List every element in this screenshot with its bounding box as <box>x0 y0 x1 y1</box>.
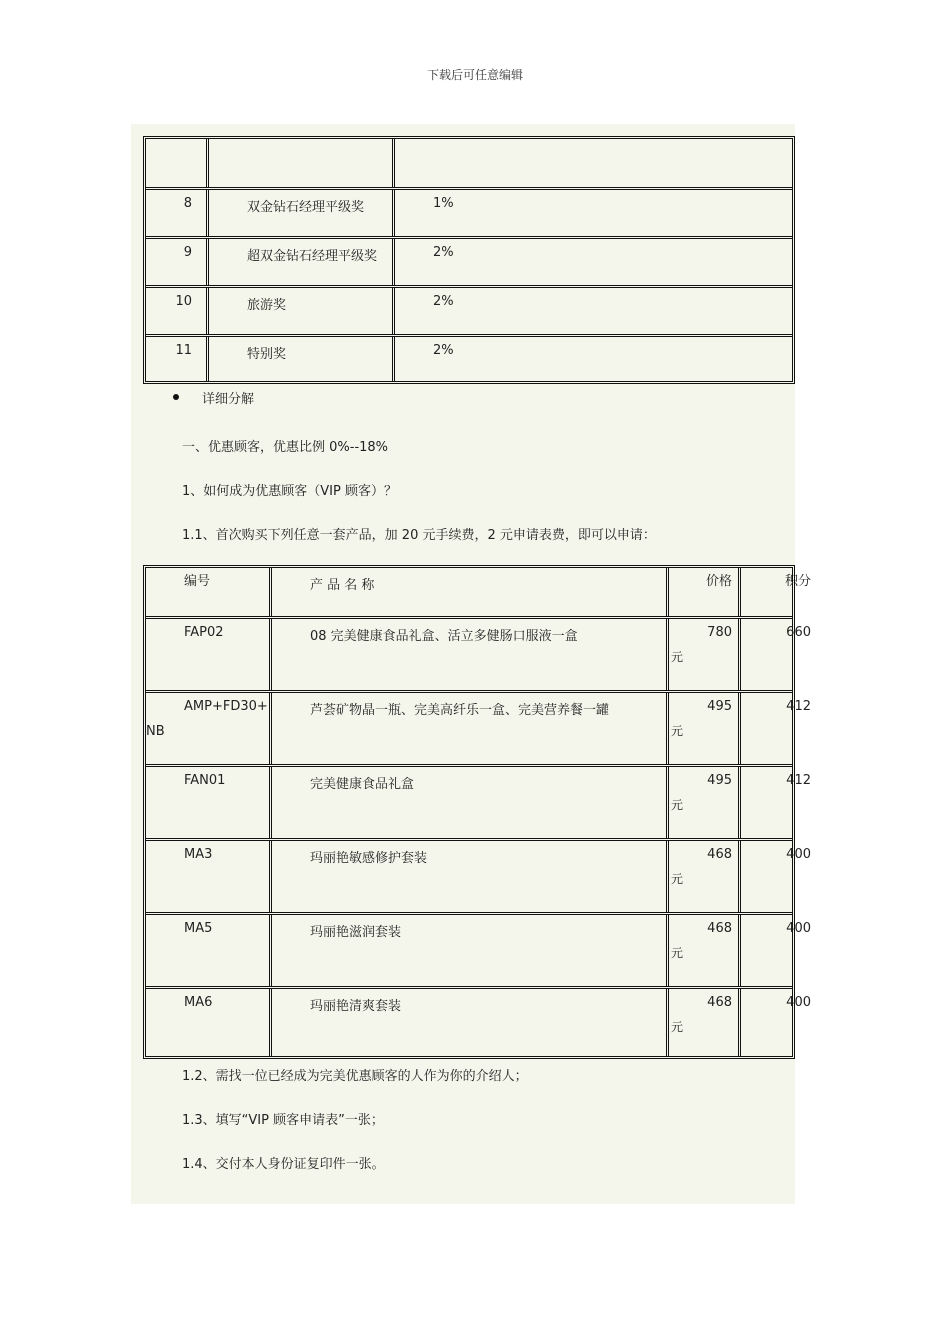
table-row <box>146 139 792 187</box>
bonus-table <box>143 136 795 384</box>
paragraph: 一、优惠顾客，优惠比例 0%--18% <box>182 440 389 455</box>
paragraph: 1.1、首次购买下列任意一套产品，加 20 元手续费，2 元申请表费，即可以申请： <box>182 528 656 543</box>
table-row <box>146 690 811 764</box>
product-price: 468 <box>707 921 732 936</box>
product-code: FAN01 <box>146 767 272 838</box>
product-name: 玛丽艳敏感修护套装 <box>272 841 669 912</box>
paragraph: 1.2、需找一位已经成为完美优惠顾客的人作为你的介绍人； <box>182 1069 528 1084</box>
table-row <box>146 187 792 236</box>
table-row <box>146 912 811 986</box>
table-header-row <box>146 568 811 616</box>
header-price: 价格 <box>705 574 732 589</box>
bonus-percent: 2% <box>433 343 454 358</box>
header-points: 积分 <box>784 574 811 589</box>
table-row <box>146 334 792 381</box>
product-code: MA6 <box>146 989 272 1056</box>
product-price: 468 <box>707 847 732 862</box>
product-points: 400 <box>786 921 811 936</box>
product-name: 08 完美健康食品礼盒、活立多健肠口服液一盒 <box>272 619 669 690</box>
product-name: 玛丽艳滋润套装 <box>272 915 669 986</box>
price-unit: 元 <box>671 946 684 960</box>
paragraph: 1、如何成为优惠顾客（VIP 顾客）？ <box>182 484 397 499</box>
product-points: 400 <box>786 847 811 862</box>
header-name: 产 品 名 称 <box>272 568 669 616</box>
price-unit: 元 <box>671 1020 684 1034</box>
product-code: AMP+FD30+NB <box>146 693 272 764</box>
price-unit: 元 <box>671 872 684 886</box>
product-name: 完美健康食品礼盒 <box>272 767 669 838</box>
table-row <box>146 616 811 690</box>
product-points: 412 <box>786 773 811 788</box>
bonus-percent: 2% <box>433 294 454 309</box>
price-unit: 元 <box>671 798 684 812</box>
product-table <box>143 565 811 1059</box>
table-row <box>146 236 792 285</box>
bullet-dot <box>173 394 179 400</box>
bonus-name: 双金钻石经理平级奖 <box>209 190 395 236</box>
bonus-name: 旅游奖 <box>209 288 395 334</box>
bonus-percent: 1% <box>433 196 454 211</box>
table-row <box>146 838 811 912</box>
product-points: 400 <box>786 995 811 1010</box>
row-number: 9 <box>146 239 209 285</box>
bonus-percent: 2% <box>433 245 454 260</box>
paragraph: 1.3、填写“VIP 顾客申请表”一张； <box>182 1113 384 1128</box>
product-name: 芦荟矿物晶一瓶、完美高纤乐一盒、完美营养餐一罐 <box>272 693 669 764</box>
table-row <box>146 764 811 838</box>
bullet-text: 详细分解 <box>202 392 255 407</box>
price-unit: 元 <box>671 650 684 664</box>
product-code: MA5 <box>146 915 272 986</box>
product-name: 玛丽艳清爽套装 <box>272 989 669 1056</box>
product-code: MA3 <box>146 841 272 912</box>
product-points: 660 <box>786 625 811 640</box>
product-code: FAP02 <box>146 619 272 690</box>
row-number: 10 <box>146 288 209 334</box>
product-price: 495 <box>707 773 732 788</box>
product-price: 468 <box>707 995 732 1010</box>
product-price: 780 <box>707 625 732 640</box>
price-unit: 元 <box>671 724 684 738</box>
table-row <box>146 986 811 1056</box>
product-points: 412 <box>786 699 811 714</box>
bonus-name: 特别奖 <box>209 337 395 381</box>
table-row <box>146 285 792 334</box>
bonus-name: 超双金钻石经理平级奖 <box>209 239 395 285</box>
paragraph: 1.4、交付本人身份证复印件一张。 <box>182 1157 385 1172</box>
document-panel <box>131 124 811 1204</box>
product-price: 495 <box>707 699 732 714</box>
page-header: 下载后可任意编辑 <box>426 68 523 82</box>
header-code: 编号 <box>146 568 272 616</box>
row-number: 8 <box>146 190 209 236</box>
row-number: 11 <box>146 337 209 381</box>
